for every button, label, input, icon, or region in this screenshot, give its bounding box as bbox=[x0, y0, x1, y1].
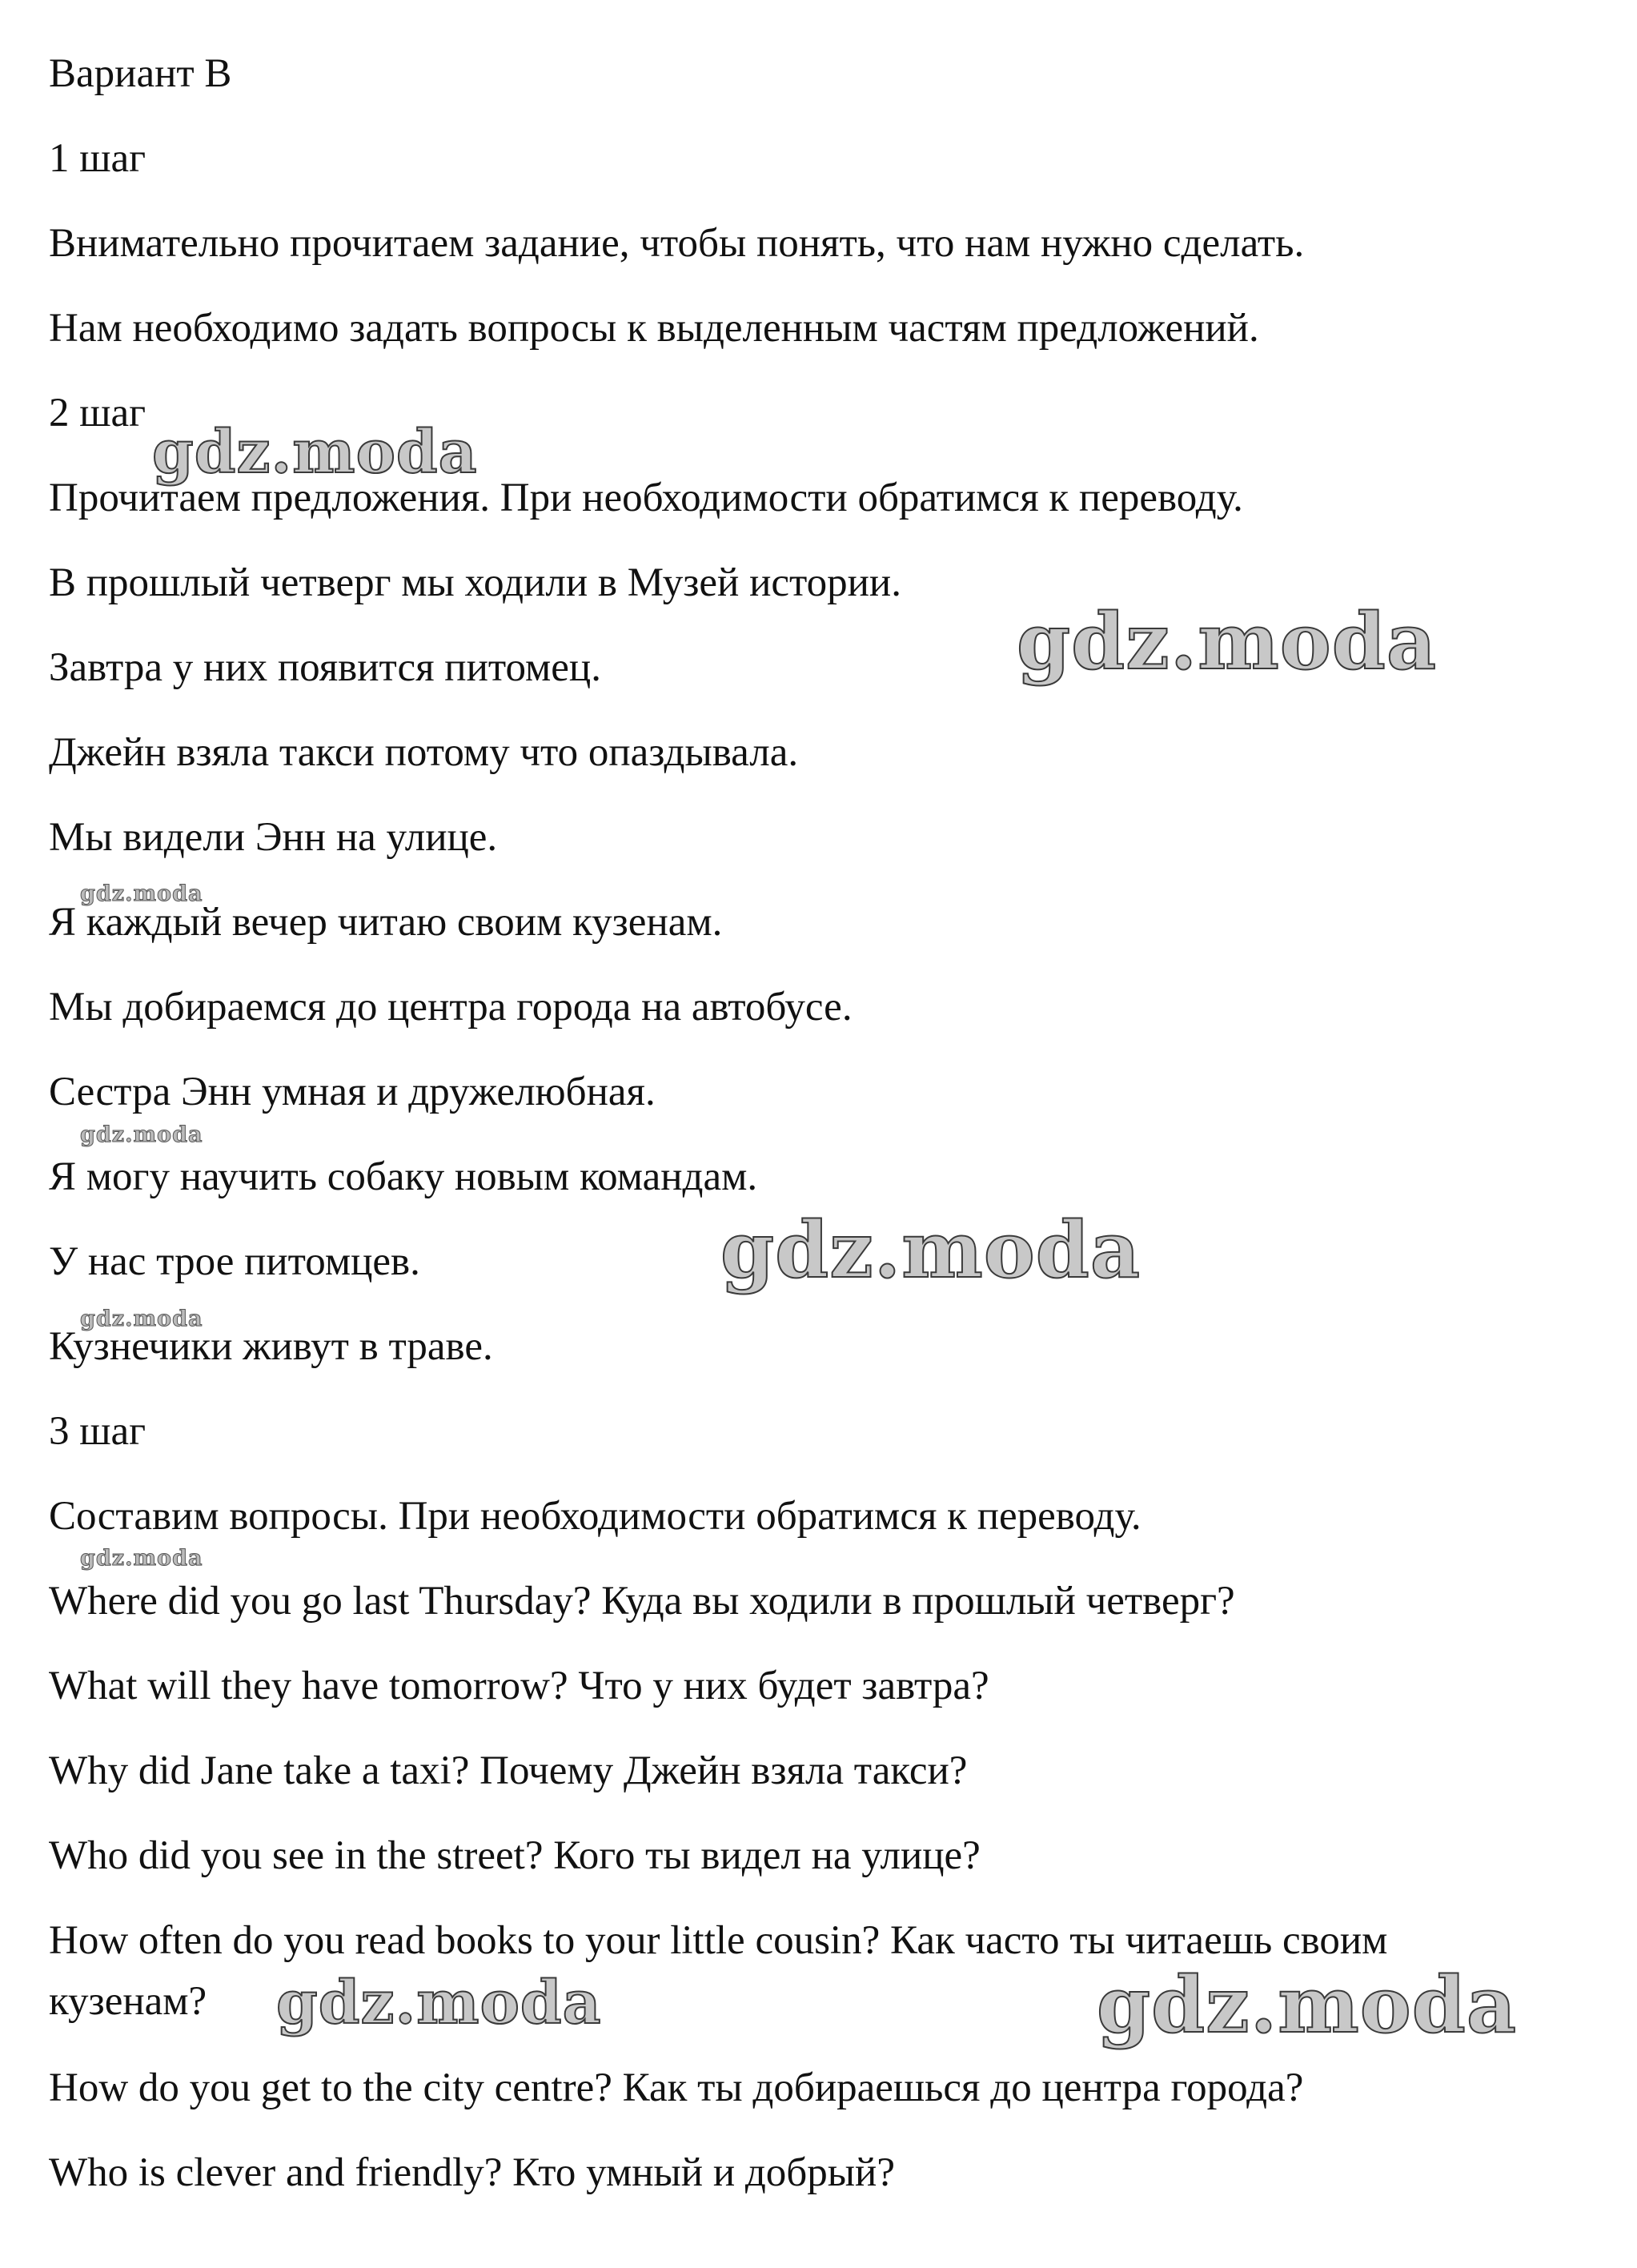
sentence-line: Сестра Энн умная и дружелюбная. bbox=[49, 1070, 656, 1114]
watermark: gdz.moda bbox=[80, 881, 203, 906]
variant-heading: Вариант В bbox=[49, 51, 232, 96]
watermark: gdz.moda bbox=[276, 1969, 602, 2037]
sentence-line: Джейн взяла такси потому что опаздывала. bbox=[49, 730, 799, 775]
watermark: gdz.moda bbox=[152, 418, 478, 487]
watermark: gdz.moda bbox=[80, 1122, 203, 1147]
sentence-line: Завтра у них появится питомец. bbox=[49, 645, 601, 690]
text-line: Составим вопросы. При необходимости обратимся к переводу. bbox=[49, 1494, 1141, 1539]
sentence-line: Я могу научить собаку новым командам. bbox=[49, 1154, 758, 1199]
sentence-line: У нас трое питомцев. bbox=[49, 1239, 420, 1284]
watermark: gdz.moda bbox=[720, 1205, 1141, 1295]
watermark: gdz.moda bbox=[80, 1307, 203, 1331]
step-1-heading: 1 шаг bbox=[49, 136, 146, 181]
text-line: Внимательно прочитаем задание, чтобы понять, что нам нужно сделать. bbox=[49, 221, 1305, 266]
sentence-line: Мы видели Энн на улице. bbox=[49, 815, 498, 860]
question-line-continuation: кузенам? bbox=[49, 1979, 207, 2024]
question-line: How often do you read books to your little cousin? Как часто ты читаешь своим bbox=[49, 1918, 1388, 1963]
watermark: gdz.moda bbox=[1097, 1960, 1518, 2050]
step-2-heading: 2 шаг bbox=[49, 391, 146, 436]
step-3-heading: 3 шаг bbox=[49, 1409, 146, 1454]
sentence-line: Кузнечики живут в траве. bbox=[49, 1324, 493, 1369]
sentence-line: Мы добираемся до центра города на автобусе. bbox=[49, 985, 853, 1030]
sentence-line: Я каждый вечер читаю своим кузенам. bbox=[49, 900, 723, 945]
question-line: How do you get to the city centre? Как ты добираешься до центра города? bbox=[49, 2065, 1304, 2110]
question-line: Where did you go last Thursday? Куда вы ходили в прошлый четверг? bbox=[49, 1579, 1235, 1624]
text-line: Прочитаем предложения. При необходимости обратимся к переводу. bbox=[49, 476, 1243, 520]
watermark: gdz.moda bbox=[1017, 596, 1438, 687]
text-line: Нам необходимо задать вопросы к выделенным частям предложений. bbox=[49, 306, 1259, 351]
question-line: What will they have tomorrow? Что у них будет завтра? bbox=[49, 1664, 989, 1708]
question-line: Who is clever and friendly? Кто умный и добрый? bbox=[49, 2150, 895, 2195]
question-line: Why did Jane take a taxi? Почему Джейн взяла такси? bbox=[49, 1748, 968, 1793]
watermark: gdz.moda bbox=[80, 1546, 203, 1571]
sentence-line: В прошлый четверг мы ходили в Музей истории. bbox=[49, 560, 901, 605]
question-line: Who did you see in the street? Кого ты видел на улице? bbox=[49, 1833, 981, 1878]
